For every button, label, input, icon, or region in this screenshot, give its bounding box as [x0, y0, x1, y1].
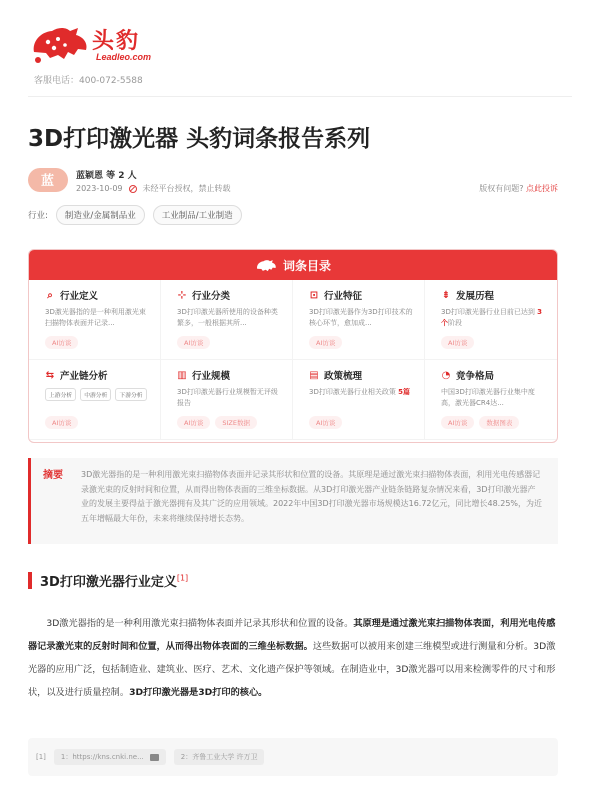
- toc-item-market-size[interactable]: [161, 360, 293, 440]
- downstream-tag[interactable]: 下游分析: [115, 388, 146, 401]
- document-icon: ▤: [309, 369, 319, 381]
- toc-item-title: 产业链分析: [60, 371, 108, 382]
- ai-interview-chip[interactable]: AI访谈: [309, 416, 342, 429]
- hierarchy-icon: ⊹: [177, 289, 187, 301]
- meta-line: [76, 183, 231, 194]
- reference-item[interactable]: 1：https://kns.cnki.ne...: [54, 749, 166, 765]
- image-icon: [150, 754, 159, 761]
- toc-item-classification[interactable]: [161, 280, 293, 360]
- size-data-chip[interactable]: SIZE数据: [215, 416, 257, 429]
- ai-interview-chip[interactable]: AI访谈: [177, 416, 210, 429]
- chain-icon: ⇆: [45, 369, 55, 381]
- target-icon: ⊡: [309, 289, 319, 301]
- leopard-logo-icon: [255, 258, 277, 273]
- body-bold-1: 其原理是通过激光束扫描物体表面，利用光电传感器记录激光束的反射时间和位置，从而得出物体表面的三维坐标数据。: [28, 618, 556, 652]
- brand-site: Leadleo.com: [96, 52, 152, 62]
- avatar-initial: 蓝: [41, 174, 55, 189]
- industry-row: [28, 205, 242, 225]
- toc-banner: [29, 250, 557, 280]
- reference-label: [1]: [36, 753, 46, 761]
- toc-item-definition[interactable]: [29, 280, 161, 360]
- toc-item-history[interactable]: [425, 280, 557, 360]
- upstream-tag[interactable]: 上游分析: [45, 388, 76, 401]
- toc-title: 词条目录: [282, 258, 331, 273]
- hotline-text: 客服电话：400-072-5588: [34, 76, 143, 86]
- toc-item-policy[interactable]: [293, 360, 425, 440]
- ai-interview-chip[interactable]: AI访谈: [309, 336, 342, 349]
- copyright-notice: [479, 183, 558, 194]
- industry-tag[interactable]: 工业制品/工业制造: [153, 205, 242, 225]
- abstract-box: [28, 458, 558, 544]
- reference-bar: [28, 738, 558, 776]
- timeline-icon: ⇟: [441, 289, 451, 301]
- abstract-label: 摘要: [43, 470, 63, 481]
- data-chart-chip[interactable]: 数据图表: [479, 416, 519, 429]
- toc-item-supply-chain[interactable]: [29, 360, 161, 440]
- toc-item-features[interactable]: [293, 280, 425, 360]
- toc-item-desc: 3D激光器指的是一种利用激光束扫描物体表面并记录...: [45, 308, 146, 327]
- industry-label: 行业:: [28, 211, 48, 221]
- section-marker: [28, 572, 32, 589]
- body-bold-2: 3D打印激光器是3D打印的核心。: [129, 687, 268, 698]
- chain-tags: [45, 388, 150, 401]
- author-avatar: [28, 168, 68, 192]
- leopard-logo-icon: [28, 22, 90, 64]
- toc-item-competition[interactable]: [425, 360, 557, 440]
- header-divider: [28, 96, 572, 97]
- toc-item-desc: 3D打印激光器所使用的设备种类繁多，一般根据其所...: [177, 308, 278, 327]
- ban-icon: [129, 185, 137, 193]
- section-title: [40, 571, 188, 590]
- toc-item-desc: 3D打印激光器作为3D打印技术的核心环节，愈加成...: [309, 308, 413, 327]
- definition-paragraph: [28, 612, 558, 704]
- table-of-contents: [28, 249, 558, 443]
- toc-item-title: 行业定义: [60, 291, 99, 302]
- section-heading-text: 3D打印激光器行业定义: [40, 575, 177, 590]
- toc-item-desc: 中国3D打印激光器行业集中度高，激光器CR4达...: [441, 388, 535, 407]
- body-text-2: 这些数据可以被用来创建三维模型或进行测量和分析。3D激光器的应用广泛，包括制造业、建筑业、医疗、艺术、文化遗产保护等领域。在制造业中，3D激光器可以用来检测零件的尺寸和形状，以及进行质量控制。: [28, 641, 556, 698]
- toc-item-desc: 3D打印激光器行业规模暂无评级报告: [177, 388, 278, 407]
- reference-item[interactable]: 2：齐鲁工业大学 许万卫: [174, 749, 265, 765]
- toc-item-title: 竞争格局: [456, 371, 495, 382]
- ai-interview-chip[interactable]: AI访谈: [45, 336, 78, 349]
- pie-chart-icon: ◔: [441, 369, 451, 381]
- abstract-text: 3D激光器指的是一种利用激光束扫描物体表面并记录其形状和位置的设备。其原理是通过激光束扫描物体表面，利用光电传感器记录激光束的反射时间和位置，从而得出物体表面的三维坐标数据。从3D打印激光器产业链条链路复杂情况来看，3D打印激光器产业的发展主要得益于激光器拥有及其广泛的应用领域。2022年中国3D打印激光器市场规模达16.72亿元，同比增长48.25%，为近五年增幅最大年份，未来将继续保持增长态势。: [81, 470, 543, 523]
- midstream-tag[interactable]: 中游分析: [80, 388, 111, 401]
- report-link[interactable]: 点此投诉: [526, 184, 558, 193]
- ai-interview-chip[interactable]: AI访谈: [45, 416, 78, 429]
- citation-ref[interactable]: [1]: [176, 573, 189, 583]
- toc-item-title: 行业规模: [192, 371, 231, 382]
- toc-item-title: 政策梳理: [324, 371, 363, 382]
- bar-chart-icon: ▥: [177, 369, 187, 381]
- industry-tag[interactable]: 制造业/金属制品业: [56, 205, 145, 225]
- copyright-question: 版权有问题?: [479, 184, 524, 193]
- toc-item-title: 行业特征: [324, 291, 363, 302]
- ai-interview-chip[interactable]: AI访谈: [441, 336, 474, 349]
- search-icon: ⌕: [47, 289, 53, 301]
- toc-grid: [29, 280, 557, 440]
- reprint-notice: 未经平台授权，禁止转载: [142, 184, 231, 193]
- publish-date: 2023-10-09: [76, 184, 123, 193]
- ai-interview-chip[interactable]: AI访谈: [441, 416, 474, 429]
- toc-item-desc: 3D打印激光器行业相关政策 5篇: [309, 388, 410, 396]
- toc-item-desc: 3D打印激光器行业目前已达到 3个阶段: [441, 308, 542, 327]
- page-title: 3D打印激光器 头豹词条报告系列: [28, 126, 371, 152]
- ai-interview-chip[interactable]: AI访谈: [177, 336, 210, 349]
- toc-item-title: 行业分类: [192, 291, 231, 302]
- brand-name: 头豹: [92, 29, 141, 54]
- body-text-1: 3D激光器指的是一种利用激光束扫描物体表面并记录其形状和位置的设备。: [46, 618, 354, 629]
- brand-header: [28, 18, 168, 88]
- author-names[interactable]: 蓝颖恩 等 2 人: [76, 171, 137, 181]
- toc-item-title: 发展历程: [456, 291, 495, 302]
